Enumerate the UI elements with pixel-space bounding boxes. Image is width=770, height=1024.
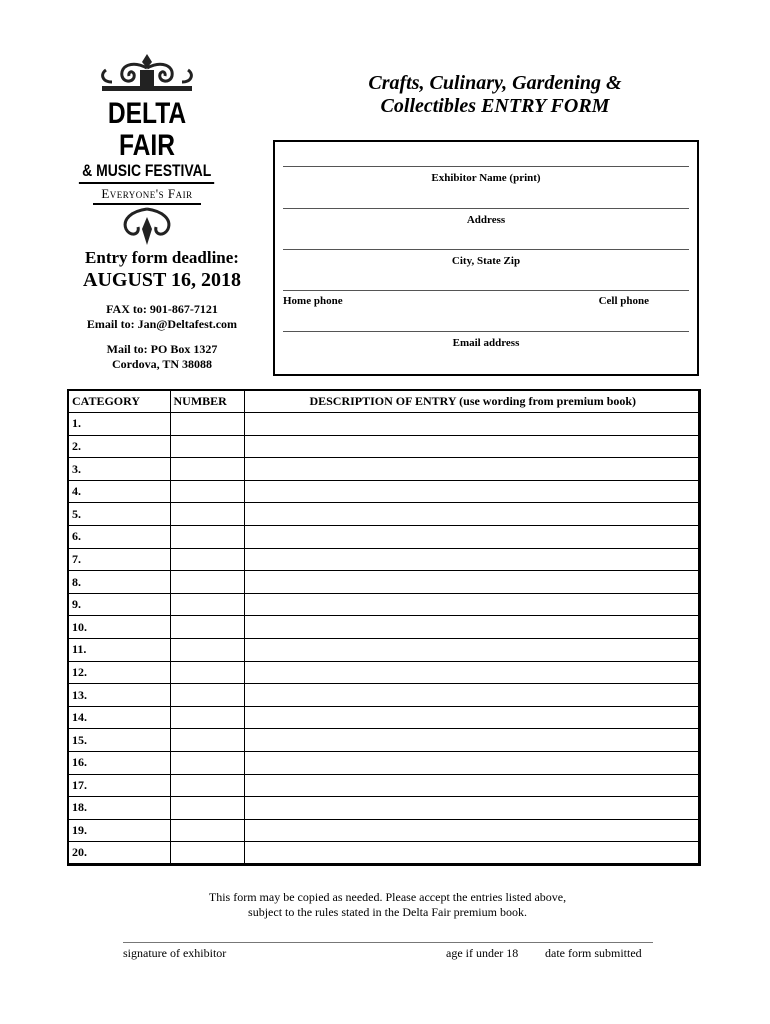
- number-cell[interactable]: [170, 684, 244, 707]
- table-row: [68, 729, 700, 752]
- cell-phone-label: Cell phone: [598, 295, 649, 307]
- number-cell[interactable]: [170, 774, 244, 797]
- table-row: [68, 571, 700, 594]
- table-row: [68, 503, 700, 526]
- description-cell[interactable]: [244, 593, 700, 616]
- number-cell[interactable]: [170, 706, 244, 729]
- description-cell[interactable]: [244, 503, 700, 526]
- row-number-label[interactable]: 3.: [68, 458, 170, 481]
- phone-field[interactable]: [283, 290, 689, 307]
- row-number-label[interactable]: 4.: [68, 480, 170, 503]
- description-cell[interactable]: [244, 774, 700, 797]
- address-field[interactable]: [283, 208, 689, 226]
- number-cell[interactable]: [170, 639, 244, 662]
- email-address-label: Email address: [452, 337, 520, 349]
- number-cell[interactable]: [170, 413, 244, 436]
- row-number-label[interactable]: 8.: [68, 571, 170, 594]
- copy-note: [150, 890, 625, 920]
- header-category: CATEGORY: [68, 390, 170, 413]
- description-cell[interactable]: [244, 819, 700, 842]
- row-number-label[interactable]: 16.: [68, 752, 170, 775]
- number-cell[interactable]: [170, 661, 244, 684]
- row-number-label[interactable]: 14.: [68, 706, 170, 729]
- mail-line1: Mail to: PO Box 1327: [106, 342, 218, 356]
- description-cell[interactable]: [244, 729, 700, 752]
- row-number-label[interactable]: 5.: [68, 503, 170, 526]
- email-contact: Email to: Jan@Deltafest.com: [86, 317, 238, 331]
- entries-table: [67, 389, 701, 866]
- number-cell[interactable]: [170, 593, 244, 616]
- row-number-label[interactable]: 2.: [68, 435, 170, 458]
- number-cell[interactable]: [170, 526, 244, 549]
- table-row: [68, 413, 700, 436]
- delta-fair-logo: [62, 52, 232, 232]
- description-cell[interactable]: [244, 797, 700, 820]
- description-cell[interactable]: [244, 548, 700, 571]
- table-row: [68, 774, 700, 797]
- city-state-zip-label: City, State Zip: [451, 255, 521, 267]
- fax-number: FAX to: 901-867-7121: [106, 302, 218, 316]
- number-cell[interactable]: [170, 797, 244, 820]
- description-cell[interactable]: [244, 571, 700, 594]
- number-cell[interactable]: [170, 503, 244, 526]
- description-cell[interactable]: [244, 639, 700, 662]
- deadline-date: AUGUST 16, 2018: [83, 269, 241, 291]
- exhibitor-name-label: Exhibitor Name (print): [431, 172, 541, 184]
- table-row: [68, 548, 700, 571]
- description-cell[interactable]: [244, 458, 700, 481]
- description-cell[interactable]: [244, 706, 700, 729]
- address-label: Address: [466, 214, 506, 226]
- table-row: [68, 435, 700, 458]
- table-row: [68, 593, 700, 616]
- header-description: DESCRIPTION OF ENTRY (use wording from premium book): [244, 390, 700, 413]
- row-number-label[interactable]: 11.: [68, 639, 170, 662]
- table-row: [68, 639, 700, 662]
- copy-note-line1: This form may be copied as needed. Please accept the entries listed above,: [208, 890, 567, 904]
- number-cell[interactable]: [170, 480, 244, 503]
- form-title: [330, 72, 660, 118]
- row-number-label[interactable]: 17.: [68, 774, 170, 797]
- submission-info: [62, 248, 262, 372]
- number-cell[interactable]: [170, 729, 244, 752]
- logo-title: DELTA FAIR: [107, 97, 187, 162]
- bottom-ornament-icon: [102, 207, 192, 247]
- table-row: [68, 661, 700, 684]
- number-cell[interactable]: [170, 571, 244, 594]
- row-number-label[interactable]: 20.: [68, 842, 170, 865]
- description-cell[interactable]: [244, 752, 700, 775]
- copy-note-line2: subject to the rules stated in the Delta Fair premium book.: [248, 905, 527, 919]
- table-row: [68, 480, 700, 503]
- row-number-label[interactable]: 6.: [68, 526, 170, 549]
- header-number: NUMBER: [170, 390, 244, 413]
- table-row: [68, 752, 700, 775]
- date-submitted-label: date form submitted: [545, 946, 642, 960]
- age-label: age if under 18: [446, 946, 519, 960]
- number-cell[interactable]: [170, 435, 244, 458]
- row-number-label[interactable]: 19.: [68, 819, 170, 842]
- logo-tagline: Everyone's Fair: [93, 186, 200, 205]
- form-title-line1: Crafts, Culinary, Gardening &: [368, 72, 622, 94]
- table-row: [68, 458, 700, 481]
- signature-line[interactable]: [123, 942, 653, 943]
- table-row: [68, 526, 700, 549]
- description-cell[interactable]: [244, 480, 700, 503]
- exhibitor-info-box: [273, 140, 699, 376]
- row-number-label[interactable]: 10.: [68, 616, 170, 639]
- description-cell[interactable]: [244, 842, 700, 865]
- description-cell[interactable]: [244, 684, 700, 707]
- form-title-line2: Collectibles ENTRY FORM: [380, 95, 610, 117]
- deadline-label: Entry form deadline:: [85, 248, 239, 267]
- logo-subtitle: & MUSIC FESTIVAL: [79, 162, 215, 184]
- row-number-label[interactable]: 9.: [68, 593, 170, 616]
- row-number-label[interactable]: 13.: [68, 684, 170, 707]
- number-cell[interactable]: [170, 842, 244, 865]
- city-state-zip-field[interactable]: [283, 249, 689, 267]
- number-cell[interactable]: [170, 752, 244, 775]
- table-row: [68, 819, 700, 842]
- table-row: [68, 797, 700, 820]
- number-cell[interactable]: [170, 819, 244, 842]
- description-cell[interactable]: [244, 413, 700, 436]
- home-phone-label: Home phone: [283, 295, 343, 307]
- description-cell[interactable]: [244, 435, 700, 458]
- description-cell[interactable]: [244, 526, 700, 549]
- mail-line2: Cordova, TN 38088: [111, 357, 213, 371]
- email-address-field[interactable]: [283, 331, 689, 349]
- number-cell[interactable]: [170, 548, 244, 571]
- row-number-label[interactable]: 7.: [68, 548, 170, 571]
- row-number-label[interactable]: 15.: [68, 729, 170, 752]
- signature-label: signature of exhibitor: [123, 946, 227, 960]
- number-cell[interactable]: [170, 458, 244, 481]
- row-number-label[interactable]: 1.: [68, 413, 170, 436]
- table-row: [68, 616, 700, 639]
- table-row: [68, 684, 700, 707]
- number-cell[interactable]: [170, 616, 244, 639]
- description-cell[interactable]: [244, 661, 700, 684]
- row-number-label[interactable]: 12.: [68, 661, 170, 684]
- row-number-label[interactable]: 18.: [68, 797, 170, 820]
- table-row: [68, 842, 700, 865]
- table-row: [68, 706, 700, 729]
- exhibitor-name-field[interactable]: [283, 166, 689, 184]
- description-cell[interactable]: [244, 616, 700, 639]
- table-header-row: [68, 390, 700, 413]
- crest-ornament-icon: [92, 52, 202, 92]
